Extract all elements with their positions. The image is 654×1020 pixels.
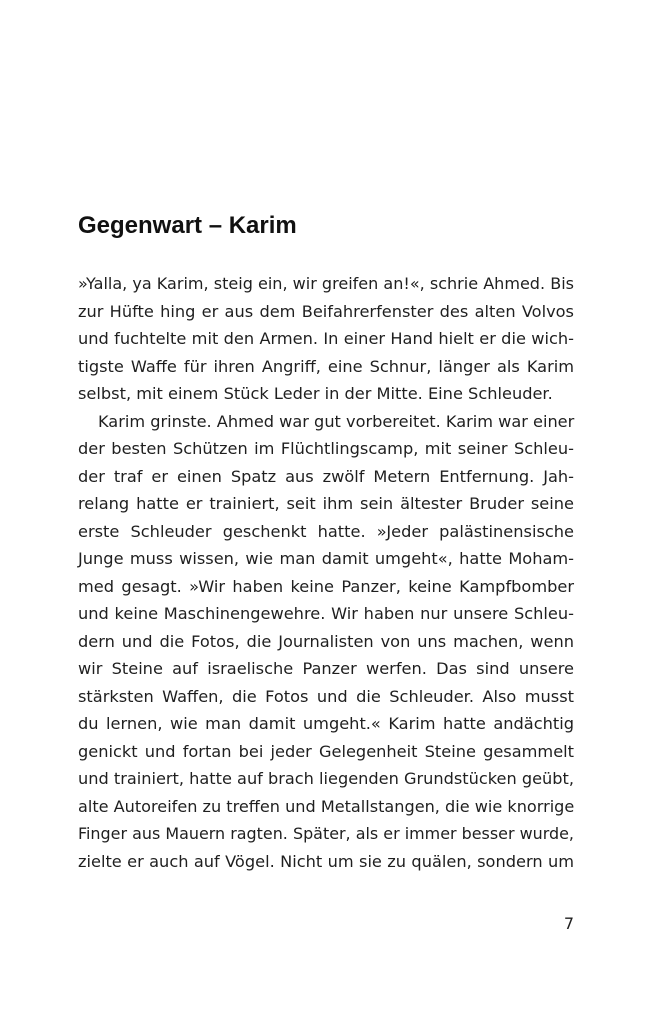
text-line: dern und die Fotos, die Journalisten von uns machen, wenn [78, 631, 574, 651]
text-line: und fuchtelte mit den Armen. In einer Hand hielt er die wich- [78, 329, 574, 348]
text-line: und keine Maschinengewehre. Wir haben nur unsere Schleu- [78, 604, 574, 623]
text-line: stärksten Waffen, die Fotos und die Schleuder. Also musst [78, 686, 574, 706]
chapter-title: Gegenwart – Karim [78, 212, 297, 239]
text-line: zur Hüfte hing er aus dem Beifahrerfenster des alten Volvos [78, 301, 574, 321]
text-line: der besten Schützen im Flüchtlingscamp, mit seiner Schleu- [78, 439, 574, 458]
text-line: alte Autoreifen zu treffen und Metallstangen, die wie knorrige [78, 796, 575, 816]
text-line: zielte er auch auf Vögel. Nicht um sie zu quälen, sondern um [78, 851, 574, 871]
body-text [78, 270, 574, 875]
text-line: Karim grinste. Ahmed war gut vorbereitet. Karim war einer [98, 411, 575, 431]
text-line: Junge muss wissen, wie man damit umgeht«, hatte Moham- [78, 549, 574, 568]
text-line: tigste Waffe für ihren Angriff, eine Schnur, länger als Karim [78, 356, 574, 376]
text-line: erste Schleuder geschenkt hatte. »Jeder palästinensische [78, 521, 574, 541]
text-line: selbst, mit einem Stück Leder in der Mitte. Eine Schleuder. [78, 384, 553, 403]
text-line: der traf er einen Spatz aus zwölf Metern Entfernung. Jah- [78, 466, 574, 486]
text-line: du lernen, wie man damit umgeht.« Karim hatte andächtig [78, 714, 574, 733]
text-line: wir Steine auf israelische Panzer werfen. Das sind unsere [78, 659, 574, 678]
text-line: med gesagt. »Wir haben keine Panzer, keine Kampfbomber [78, 576, 574, 596]
text-line: »Yalla, ya Karim, steig ein, wir greifen an!«, schrie Ahmed. Bis [78, 274, 574, 293]
text-line: Finger aus Mauern ragten. Später, als er immer besser wurde, [78, 824, 574, 843]
text-line: und trainiert, hatte auf brach liegenden Grundstücken geübt, [78, 769, 575, 788]
text-line: relang hatte er trainiert, seit ihm sein ältester Bruder seine [78, 494, 574, 513]
page-number: 7 [563, 914, 574, 933]
text-line: genickt und fortan bei jeder Gelegenheit Steine gesammelt [78, 741, 574, 761]
